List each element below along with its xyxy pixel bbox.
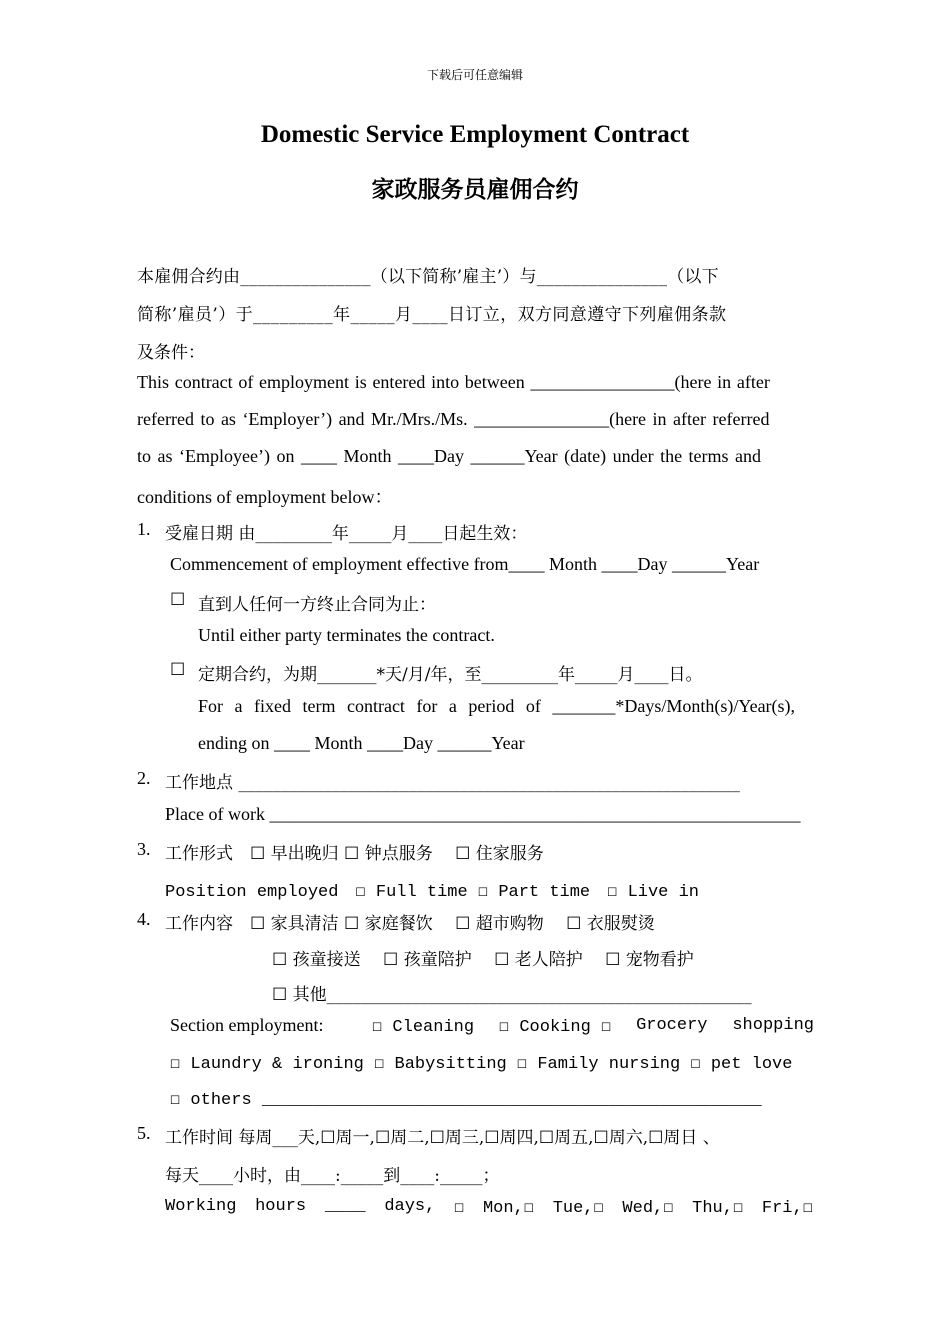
hours-word: hours [255,1197,307,1216]
days-word: days, [384,1197,436,1216]
section-4-zh-row-1: 工作内容 ☐ 家具清洁 ☐ 家庭餐饮 ☐ 超市购物 ☐ 衣服熨烫 [165,914,655,934]
section-4-en-row-1 [372,1016,814,1037]
title-english: Domestic Service Employment Contract [260,121,690,148]
section-4-number: 4. [137,909,151,929]
section-2-en: Place of work ___________________________________________________________ [165,804,801,824]
option-grocery: Grocery [636,1016,708,1035]
header-note: 下载后可任意编辑 [426,68,523,82]
intro-en-line-2: referred to as ‘Employer’) and Mr./Mrs./Ms. _______________(here in after referred [137,409,770,429]
section-4-en-row-2: ☐ Laundry & ironing ☐ Babysitting ☐ Family nursing ☐ pet love [170,1055,793,1074]
intro-zh-line-1: 本雇佣合约由_______________（以下简称’雇主’）与_______________（以下 [137,267,719,287]
section-4-zh-row-2: ☐ 孩童接送 ☐ 孩童陪护 ☐ 老人陪护 ☐ 宠物看护 [272,950,694,970]
section-3-en: Position employed ☐ Full time ☐ Part time ☐ Live in [165,883,699,902]
section-4-en-label: Section employment: [170,1015,324,1035]
section-4-zh-row-3: ☐ 其他__________________________________________________ [272,985,752,1005]
section-1-en: Commencement of employment effective from____ Month ____Day ______Year [170,554,760,574]
option-until-terminate-zh: 直到人任何一方终止合同为止： [198,595,436,615]
wed-thu-option[interactable]: Wed,☐ [622,1199,674,1218]
mon-tue-option[interactable]: Mon,☐ [482,1199,534,1218]
intro-en-line-3: to as ‘Employee’) on ____ Month ____Day ______Year (date) under the terms and [137,446,762,466]
section-4-en-row-3: ☐ others _________________________________________________ [170,1091,762,1110]
section-1-number: 1. [137,519,151,539]
intro-en-line-4: conditions of employment below： [137,487,393,507]
section-2-zh: 工作地点 ___________________________________________________________ [165,773,740,793]
intro-zh-line-2: 简称’雇员’）于_________年_____月____日订立，双方同意遵守下列雇佣条款 [137,305,727,325]
section-3-zh: 工作形式 ☐ 早出晚归 ☐ 钟点服务 ☐ 住家服务 [165,844,544,864]
tue-wed-option[interactable]: Tue,☐ [552,1199,604,1218]
option-until-terminate-checkbox[interactable]: ☐ [170,590,186,610]
option-fixed-term-checkbox[interactable]: ☐ [170,660,186,680]
section-5-number: 5. [137,1123,151,1143]
thu-fri-option[interactable]: Thu,☐ [692,1199,744,1218]
working-word: Working [165,1197,237,1216]
mon-checkbox[interactable]: ☐ [454,1199,465,1218]
days-blank: ____ [324,1197,366,1216]
option-fixed-term-en-1: For a fixed term contract for a period of _______*Days/Month(s)/Year(s), [198,696,796,716]
title-chinese: 家政服务员雇佣合约 [371,176,579,203]
section-1-zh: 受雇日期 由_________年_____月____日起生效： [165,524,528,544]
intro-zh-line-3: 及条件： [137,343,205,363]
section-2-number: 2. [137,768,151,788]
option-cooking[interactable]: ☐ Cooking ☐ [498,1018,612,1037]
option-cleaning[interactable]: ☐ Cleaning [372,1018,475,1037]
option-fixed-term-en-2: ending on ____ Month ____Day ______Year [198,733,525,753]
section-3-number: 3. [137,839,151,859]
fri-next-option[interactable]: Fri,☐ [761,1199,813,1218]
option-until-terminate-en: Until either party terminates the contract. [198,625,495,645]
section-5-en-row-1 [165,1197,813,1218]
intro-en-line-1: This contract of employment is entered into between ________________(here in after [137,372,770,392]
option-fixed-term-zh: 定期合约，为期_______*天/月/年，至_________年_____月____日。 [198,665,703,685]
section-5-zh-row-1: 工作时间 每周___天,☐周一,☐周二,☐周三,☐周四,☐周五,☐周六,☐周日 、 [165,1128,720,1148]
option-shopping: shopping [732,1016,814,1035]
section-5-zh-row-2: 每天____小时，由____:_____到____:_____； [165,1166,500,1186]
